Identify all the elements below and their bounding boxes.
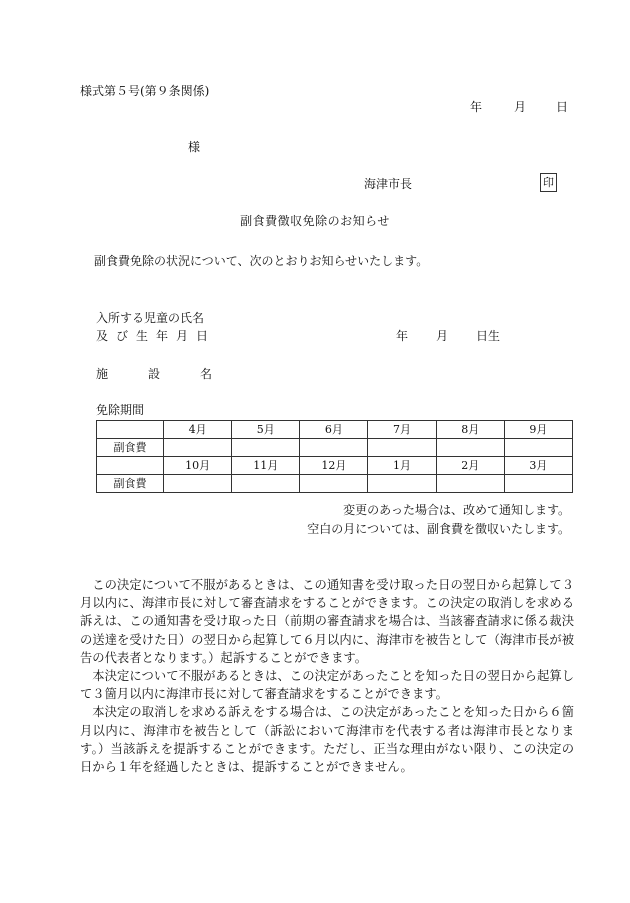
fee-row-label: 副食費 — [97, 439, 164, 457]
month-header: 4月 — [164, 421, 232, 439]
birth-day-label: 日生 — [476, 329, 501, 343]
fee-cell — [300, 475, 368, 493]
table-corner-cell — [97, 421, 164, 439]
blank-month-notice: 空白の月については、副食費を徴収いたします。 — [307, 522, 570, 536]
fee-cell — [164, 475, 232, 493]
fee-cell — [300, 439, 368, 457]
month-header: 11月 — [232, 457, 300, 475]
fee-cell — [436, 475, 504, 493]
intro-text: 副食費免除の状況について、次のとおりお知らせいたします。 — [94, 254, 429, 268]
month-header: 12月 — [300, 457, 368, 475]
date-day-label: 日 — [556, 100, 569, 114]
child-birthdate-label: 及び生年月日 — [96, 329, 217, 343]
month-header: 1月 — [368, 457, 436, 475]
month-header-row — [97, 457, 573, 475]
seal-mark: 印 — [540, 173, 557, 192]
fee-cell — [368, 475, 436, 493]
addressee-suffix: 様 — [188, 140, 201, 154]
fee-cell — [232, 439, 300, 457]
fee-row — [97, 475, 573, 493]
month-header: 10月 — [164, 457, 232, 475]
fee-cell — [368, 439, 436, 457]
change-notice: 変更のあった場合は、改めて通知します。 — [343, 503, 570, 517]
month-header: 8月 — [436, 421, 504, 439]
month-header: 7月 — [368, 421, 436, 439]
appeal-instructions — [80, 576, 574, 776]
date-year-label: 年 — [470, 100, 483, 114]
appeal-paragraph: 本決定について不服があるときは、この決定があったことを知った日の翌日から起算して３箇月以内に海津市長に対して審査請求をすることができます。 — [80, 669, 574, 702]
month-header: 5月 — [232, 421, 300, 439]
fee-cell — [232, 475, 300, 493]
document-title: 副食費徴収免除のお知らせ — [240, 214, 390, 228]
table-corner-cell — [97, 457, 164, 475]
issuer-name: 海津市長 — [364, 177, 413, 191]
fee-cell — [504, 439, 572, 457]
month-header: 6月 — [300, 421, 368, 439]
month-header: 9月 — [504, 421, 572, 439]
appeal-paragraph: 本決定の取消しを求める訴えをする場合は、この決定があったことを知った日から６箇月以内に、海津市を被告として（訴訟において海津市を代表する者は海津市長となります。）当該訴えを提訴することができます。ただし、正当な理由がない限り、この決定の日から１年を経過したときは、提訴することができません。 — [80, 705, 574, 775]
month-header: 3月 — [504, 457, 572, 475]
date-month-label: 月 — [514, 100, 527, 114]
month-header: 2月 — [436, 457, 504, 475]
facility-label-char: 名 — [200, 367, 213, 381]
facility-label-char: 設 — [148, 367, 161, 381]
month-header-row — [97, 421, 573, 439]
exemption-period-label: 免除期間 — [96, 403, 145, 417]
fee-cell — [164, 439, 232, 457]
exemption-period-table — [96, 420, 573, 493]
child-name-label: 入所する児童の氏名 — [96, 311, 205, 325]
facility-label-char: 施 — [96, 367, 109, 381]
fee-row — [97, 439, 573, 457]
birth-month-label: 月 — [436, 329, 449, 343]
form-number: 様式第５号(第９条関係) — [80, 84, 210, 98]
birth-year-label: 年 — [396, 329, 409, 343]
appeal-paragraph: この決定について不服があるときは、この通知書を受け取った日の翌日から起算して３月以内に、海津市長に対して審査請求をすることができます。この決定の取消しを求める訴えは、この通知書を受け取った日（前期の審査請求を場合は、当該審査請求に係る裁決の送達を受けた日）の翌日から起算して６月以内に、海津市を被告として（海津市長が被告の代表者となります。）起訴することができます。 — [80, 578, 574, 665]
fee-cell — [436, 439, 504, 457]
fee-cell — [504, 475, 572, 493]
fee-row-label: 副食費 — [97, 475, 164, 493]
